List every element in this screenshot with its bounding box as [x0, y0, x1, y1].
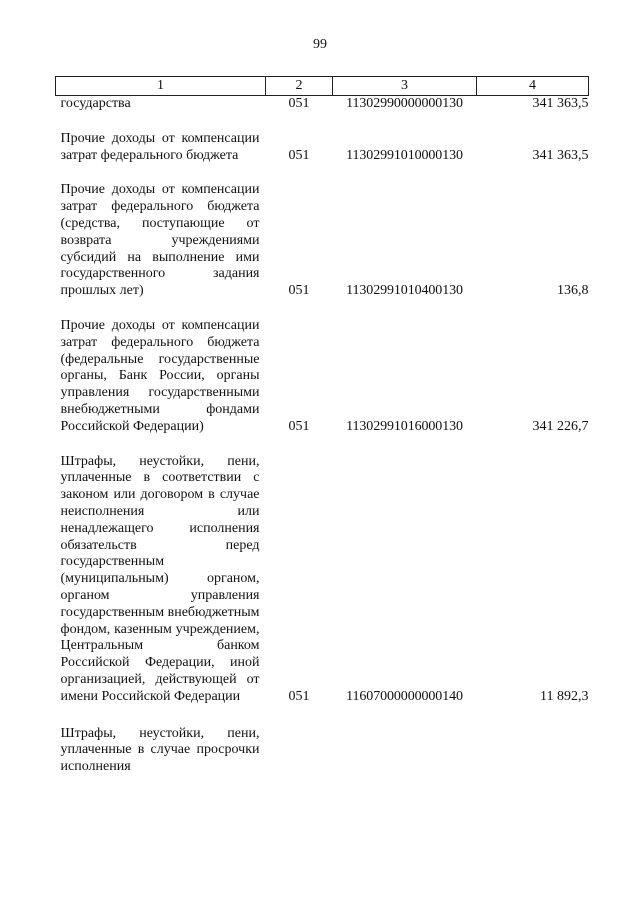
row-description: Прочие доходы от компенсации затрат федерального бюджета (средства, поступающие от возврата учреждениями субсидий на выполнение ими государственного задания прошлых лет) — [60, 182, 260, 299]
row-amount: 11 892,3 — [540, 688, 589, 704]
row-amount — [477, 706, 589, 776]
column-header-1: 1 — [56, 77, 266, 96]
row-budget-code: 11302991010400130 — [346, 283, 463, 299]
row-description: Штрафы, неустойки, пени, уплаченные в случае просрочки исполнения — [60, 725, 260, 775]
row-amount: 136,8 — [557, 283, 589, 299]
row-admin-code: 051 — [288, 96, 310, 111]
row-description: Прочие доходы от компенсации затрат федерального бюджета — [60, 130, 260, 163]
row-admin-code: 051 — [288, 688, 310, 704]
row-description: Штрафы, неустойки, пени, уплаченные в соответствии с законом или договором в случае неисполнения или ненадлежащего исполнения обязательств перед государственным (муниципальным) органом, органом управления государственным внебюджетным фондом, казенным учреждением, Центральным банком Российской Федерации, иной организацией, действующей от имени Российской Федерации — [60, 453, 260, 704]
row-admin-code: 051 — [288, 418, 310, 434]
row-budget-code: 11607000000000140 — [346, 688, 463, 704]
row-budget-code: 11302991010000130 — [346, 147, 463, 163]
row-admin-code — [266, 706, 333, 776]
page-number: 99 — [313, 37, 327, 52]
row-amount: 341 226,7 — [532, 418, 589, 434]
row-admin-code: 051 — [288, 283, 310, 299]
table-row — [56, 706, 589, 776]
column-header-4: 4 — [477, 77, 589, 96]
table-header-row — [56, 77, 589, 96]
column-header-2: 2 — [266, 77, 333, 96]
row-amount: 341 363,5 — [532, 147, 589, 163]
revenue-table — [55, 76, 589, 776]
table-row — [56, 113, 589, 165]
row-description: Прочие доходы от компенсации затрат федерального бюджета (федеральные государственные органы, Банк России, органы управления государственными внебюджетными фондами Российской Федерации) — [60, 317, 260, 434]
column-header-3: 3 — [333, 77, 477, 96]
table-row — [56, 436, 589, 706]
row-description: государства — [60, 96, 131, 111]
row-budget-code: 11302990000000130 — [346, 96, 463, 111]
table-row — [56, 164, 589, 300]
row-budget-code: 11302991016000130 — [346, 418, 463, 434]
row-amount: 341 363,5 — [532, 96, 589, 111]
row-admin-code: 051 — [288, 147, 310, 163]
table-row — [56, 96, 589, 113]
table-row — [56, 300, 589, 436]
row-budget-code — [333, 706, 477, 776]
